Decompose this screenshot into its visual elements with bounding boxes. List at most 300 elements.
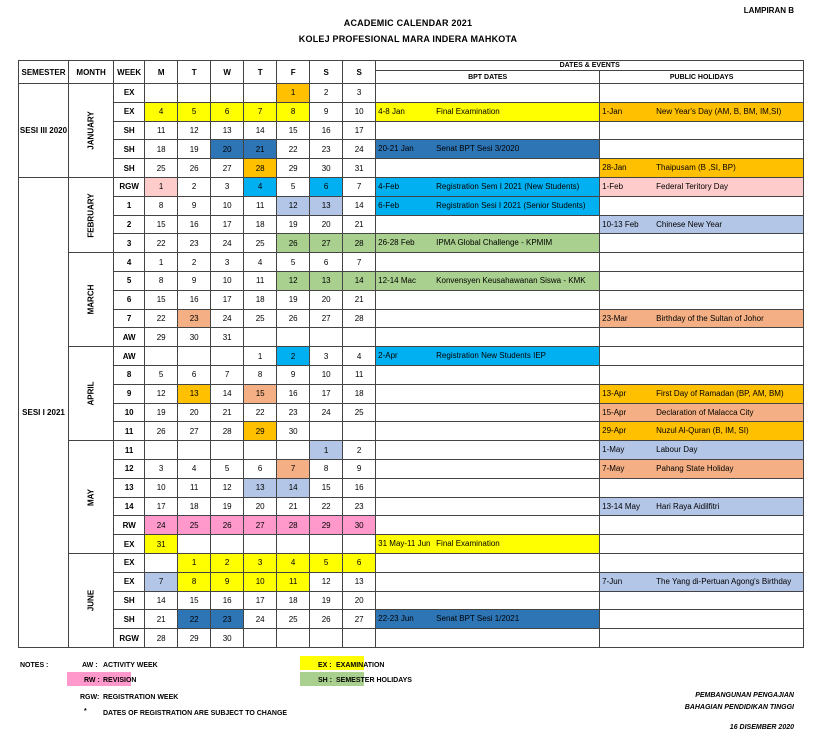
day-cell: 10 [145,478,178,497]
day-cell: 13 [178,384,211,403]
day-cell: 24 [244,610,277,629]
calendar-title: ACADEMIC CALENDAR 2021 [343,18,473,28]
day-cell: 13 [244,478,277,497]
bpt-event-name: IPMA Global Challenge - KPMIM [436,238,553,248]
day-cell: 15 [178,591,211,610]
note-rgw-text: REGISTRATION WEEK [103,694,179,701]
public-holidays-header: PUBLIC HOLIDAYS [600,71,804,84]
month-label: MAY [86,488,96,506]
day-cell [343,422,376,441]
day-cell: 2 [211,553,244,572]
day-cell [244,328,277,347]
day-cell: 21 [244,140,277,159]
day-header: S [343,61,376,84]
month-label: JUNE [86,589,96,612]
bpt-event-cell [376,84,600,103]
bpt-event-cell [376,309,600,328]
day-cell: 3 [310,347,343,366]
signature-line-1: PEMBANGUNAN PENGAJIAN [695,692,794,699]
public-holiday-cell [600,234,804,253]
week-code: EX [114,572,145,591]
bpt-event-date: 4-Feb [378,181,400,191]
day-cell: 19 [211,497,244,516]
note-sh-code: SH : [318,677,332,684]
day-cell: 12 [211,478,244,497]
public-holiday-cell [600,215,804,234]
day-cell [310,535,343,554]
bpt-event-cell [376,403,600,422]
day-cell [244,629,277,648]
day-cell: 28 [244,159,277,178]
week-code: 8 [114,365,145,384]
semester-header: SEMESTER [19,61,69,84]
calendar-week-row [19,215,804,234]
public-holiday-cell [600,572,804,591]
day-cell: 14 [145,591,178,610]
day-cell [178,347,211,366]
bpt-event-cell [376,516,600,535]
calendar-week-row [19,347,804,366]
calendar-week-row [19,591,804,610]
day-cell: 12 [310,572,343,591]
day-cell: 8 [244,365,277,384]
day-cell: 12 [277,271,310,290]
day-cell [343,328,376,347]
day-cell: 25 [145,159,178,178]
bpt-event-cell [376,497,600,516]
day-cell: 7 [277,459,310,478]
day-cell: 19 [277,290,310,309]
public-holiday-date: 28-Jan [602,163,627,173]
public-holiday-cell [600,441,804,460]
day-cell: 30 [310,159,343,178]
day-cell: 5 [211,459,244,478]
day-cell: 15 [310,478,343,497]
day-cell: 12 [178,121,211,140]
week-code: RGW [114,177,145,196]
day-cell [277,441,310,460]
public-holiday-date: 10-13 Feb [602,219,639,229]
public-holiday-cell [600,591,804,610]
day-cell: 17 [310,384,343,403]
day-cell: 5 [178,102,211,121]
day-cell: 11 [244,196,277,215]
day-cell: 10 [211,196,244,215]
bpt-event-cell [376,572,600,591]
public-holiday-cell [600,196,804,215]
bpt-event-date: 4-8 Jan [378,106,405,116]
day-cell: 10 [310,365,343,384]
day-cell: 2 [277,347,310,366]
bpt-event-cell [376,215,600,234]
day-cell: 22 [310,497,343,516]
day-cell [277,328,310,347]
day-cell: 12 [145,384,178,403]
bpt-event-cell [376,253,600,272]
day-cell: 23 [310,140,343,159]
day-cell [244,84,277,103]
calendar-week-row [19,497,804,516]
day-cell [277,535,310,554]
bpt-event-date: 22-23 Jun [378,614,414,624]
public-holiday-cell [600,121,804,140]
bpt-event-cell [376,102,600,121]
day-header: F [277,61,310,84]
week-code: EX [114,553,145,572]
bpt-event-cell [376,478,600,497]
bpt-event-name: Konvensyen Keusahawanan Siswa - KMK [436,275,586,285]
day-cell: 25 [178,516,211,535]
public-holiday-date: 13-Apr [602,388,627,398]
month-label: APRIL [86,381,96,406]
bpt-event-cell [376,535,600,554]
calendar-week-row [19,253,804,272]
day-cell: 16 [343,478,376,497]
bpt-event-date: 26-28 Feb [378,238,415,248]
bpt-event-name: Senat BPT Sesi 1/2021 [436,614,520,624]
day-cell [145,441,178,460]
day-cell: 6 [310,253,343,272]
public-holiday-name: Pahang State Holiday [656,463,734,473]
day-cell: 2 [178,177,211,196]
day-cell: 15 [244,384,277,403]
day-cell [211,347,244,366]
day-cell: 8 [310,459,343,478]
calendar-week-row [19,629,804,648]
day-cell: 18 [178,497,211,516]
semester-label: SESI III 2020 [19,84,69,178]
bpt-dates-header: BPT DATES [376,71,600,84]
college-name: KOLEJ PROFESIONAL MARA INDERA MAHKOTA [298,34,518,44]
day-cell: 16 [178,290,211,309]
bpt-event-cell [376,328,600,347]
annex-label: LAMPIRAN B [743,6,794,15]
day-cell: 30 [211,629,244,648]
day-cell: 18 [244,215,277,234]
day-cell: 23 [178,309,211,328]
day-header: S [310,61,343,84]
week-code: 4 [114,253,145,272]
bpt-event-name: Registration New Students IEP [436,351,546,361]
month-label: MARCH [86,284,96,315]
week-code: SH [114,591,145,610]
day-cell: 10 [244,572,277,591]
public-holiday-name: Hari Raya Aidilfitri [656,501,720,511]
day-header: M [145,61,178,84]
week-code: AW [114,328,145,347]
day-cell [244,441,277,460]
day-cell [178,84,211,103]
bpt-event-date: 20-21 Jan [378,144,414,154]
day-cell: 4 [277,553,310,572]
day-cell: 21 [343,215,376,234]
day-cell: 29 [244,422,277,441]
day-cell: 11 [145,121,178,140]
day-cell: 4 [178,459,211,478]
bpt-event-cell [376,441,600,460]
public-holiday-name: Nuzul Al-Quran (B, IM, SI) [656,426,749,436]
day-cell: 9 [211,572,244,591]
day-cell: 1 [310,441,343,460]
week-code: 10 [114,403,145,422]
day-cell: 1 [178,553,211,572]
day-cell: 4 [145,102,178,121]
day-cell: 13 [310,271,343,290]
calendar-week-row [19,290,804,309]
day-cell: 23 [178,234,211,253]
day-cell: 1 [244,347,277,366]
bpt-event-cell [376,629,600,648]
public-holiday-cell [600,478,804,497]
day-cell: 19 [145,403,178,422]
day-cell: 9 [310,102,343,121]
day-cell: 2 [178,253,211,272]
bpt-event-date: 31 May-11 Jun [378,539,431,549]
public-holiday-cell [600,84,804,103]
public-holiday-date: 7-May [602,463,625,473]
calendar-week-row [19,441,804,460]
public-holiday-date: 23-Mar [602,313,628,323]
week-code: SH [114,610,145,629]
day-cell: 8 [145,196,178,215]
day-cell: 14 [277,478,310,497]
public-holiday-cell [600,140,804,159]
day-cell: 27 [310,309,343,328]
day-cell: 4 [244,177,277,196]
bpt-event-cell [376,422,600,441]
day-cell: 24 [145,516,178,535]
day-cell: 16 [310,121,343,140]
note-ex-text: EXAMINATION [336,662,385,669]
day-cell: 24 [211,309,244,328]
calendar-week-row [19,234,804,253]
bpt-event-name: Final Examination [436,539,500,549]
day-cell: 5 [277,177,310,196]
week-code: 1 [114,196,145,215]
bpt-event-cell [376,553,600,572]
week-code: 11 [114,422,145,441]
public-holiday-date: 13-14 May [602,501,640,511]
day-cell: 14 [343,271,376,290]
day-cell: 9 [343,459,376,478]
day-cell: 15 [277,121,310,140]
day-cell [145,553,178,572]
public-holiday-cell [600,535,804,554]
day-cell: 23 [343,497,376,516]
public-holiday-name: First Day of Ramadan (BP, AM, BM) [656,388,784,398]
day-cell: 25 [244,309,277,328]
week-code: 9 [114,384,145,403]
public-holiday-cell [600,403,804,422]
day-cell: 6 [178,365,211,384]
calendar-week-row [19,121,804,140]
day-cell: 8 [277,102,310,121]
day-cell: 15 [145,290,178,309]
day-cell: 19 [310,591,343,610]
calendar-week-row [19,459,804,478]
bpt-event-cell [376,121,600,140]
day-cell: 25 [343,403,376,422]
day-cell: 4 [343,347,376,366]
month-label-cell [69,553,114,647]
day-cell: 9 [178,271,211,290]
week-code: EX [114,102,145,121]
calendar-week-row [19,159,804,178]
public-holiday-date: 1-Feb [602,181,624,191]
day-cell: 9 [277,365,310,384]
day-cell: 16 [178,215,211,234]
bpt-event-name: Final Examination [436,106,500,116]
month-label-cell [69,441,114,554]
day-cell: 11 [277,572,310,591]
public-holiday-cell [600,553,804,572]
bpt-event-date: 12-14 Mac [378,275,416,285]
day-cell: 16 [277,384,310,403]
week-code: 7 [114,309,145,328]
week-code: SH [114,121,145,140]
bpt-event-name: Senat BPT Sesi 3/2020 [436,144,520,154]
day-cell: 29 [277,159,310,178]
day-cell: 25 [277,610,310,629]
day-cell: 27 [211,159,244,178]
day-cell: 26 [310,610,343,629]
day-cell: 26 [277,309,310,328]
note-sh-text: SEMESTER HOLIDAYS [336,677,412,684]
bpt-event-cell [376,290,600,309]
public-holiday-name: Thaipusam (B ,SI, BP) [656,163,736,173]
week-code: 14 [114,497,145,516]
week-code: RGW [114,629,145,648]
day-cell: 28 [343,234,376,253]
public-holiday-cell [600,253,804,272]
day-cell: 22 [244,403,277,422]
day-cell: 28 [343,309,376,328]
day-cell: 29 [178,629,211,648]
bpt-event-cell [376,234,600,253]
week-code: 6 [114,290,145,309]
day-cell: 5 [277,253,310,272]
day-header: W [211,61,244,84]
public-holiday-cell [600,328,804,347]
day-cell: 17 [211,215,244,234]
public-holiday-cell [600,177,804,196]
day-cell: 21 [145,610,178,629]
day-cell: 19 [178,140,211,159]
day-cell: 7 [211,365,244,384]
day-cell [310,422,343,441]
day-cell: 26 [277,234,310,253]
day-cell: 8 [145,271,178,290]
day-cell: 19 [277,215,310,234]
day-cell: 1 [145,253,178,272]
public-holiday-name: Chinese New Year [656,219,722,229]
public-holiday-cell [600,102,804,121]
day-cell: 3 [211,253,244,272]
day-cell: 5 [145,365,178,384]
day-cell: 3 [244,553,277,572]
note-rw-code: RW : [84,677,100,684]
day-cell: 5 [310,553,343,572]
day-cell: 27 [310,234,343,253]
day-cell: 13 [343,572,376,591]
calendar-body [19,84,804,648]
public-holiday-cell [600,610,804,629]
note-rw-text: REVISION [103,677,137,684]
public-holiday-cell [600,347,804,366]
public-holiday-date: 15-Apr [602,407,627,417]
public-holiday-date: 1-May [602,445,625,455]
day-header: T [178,61,211,84]
calendar-week-row [19,328,804,347]
public-holiday-date: 1-Jan [602,106,623,116]
day-cell: 26 [211,516,244,535]
day-cell: 18 [277,591,310,610]
calendar-week-row [19,102,804,121]
day-cell: 27 [343,610,376,629]
day-cell: 23 [277,403,310,422]
week-code: 12 [114,459,145,478]
day-cell: 10 [343,102,376,121]
day-cell: 6 [343,553,376,572]
day-cell: 7 [343,253,376,272]
public-holiday-name: The Yang di-Pertuan Agong's Birthday [656,576,792,586]
day-cell: 17 [343,121,376,140]
calendar-week-row [19,422,804,441]
day-cell: 4 [244,253,277,272]
bpt-event-cell [376,365,600,384]
week-code: EX [114,535,145,554]
day-cell: 18 [145,140,178,159]
day-cell: 7 [343,177,376,196]
day-cell: 10 [211,271,244,290]
day-cell: 1 [277,84,310,103]
day-cell: 20 [211,140,244,159]
calendar-week-row [19,553,804,572]
bpt-event-date: 6-Feb [378,200,400,210]
day-cell: 23 [211,610,244,629]
week-code: 13 [114,478,145,497]
day-cell: 15 [145,215,178,234]
public-holiday-cell [600,309,804,328]
calendar-week-row [19,196,804,215]
day-cell: 26 [145,422,178,441]
bpt-event-name: Registration Sem I 2021 (New Students) [436,181,580,191]
day-cell: 13 [310,196,343,215]
day-cell: 31 [145,535,178,554]
month-label-cell [69,347,114,441]
notes-label: NOTES : [20,662,49,669]
day-cell: 14 [343,196,376,215]
week-header: WEEK [114,61,145,84]
public-holiday-cell [600,365,804,384]
day-cell: 22 [178,610,211,629]
calendar-week-row [19,535,804,554]
bpt-event-cell [376,159,600,178]
public-holiday-name: Federal Teritory Day [656,181,729,191]
note-star-text: DATES OF REGISTRATION ARE SUBJECT TO CHANGE [103,710,288,717]
day-cell: 21 [277,497,310,516]
day-cell: 29 [310,516,343,535]
day-cell: 27 [178,422,211,441]
public-holiday-name: Labour Day [656,445,698,455]
day-cell: 20 [310,290,343,309]
day-cell: 29 [145,328,178,347]
calendar-week-row [19,365,804,384]
calendar-week-row [19,140,804,159]
month-label-cell [69,253,114,347]
bpt-event-name: Registration Sesi I 2021 (Senior Students) [436,200,586,210]
day-cell: 28 [277,516,310,535]
